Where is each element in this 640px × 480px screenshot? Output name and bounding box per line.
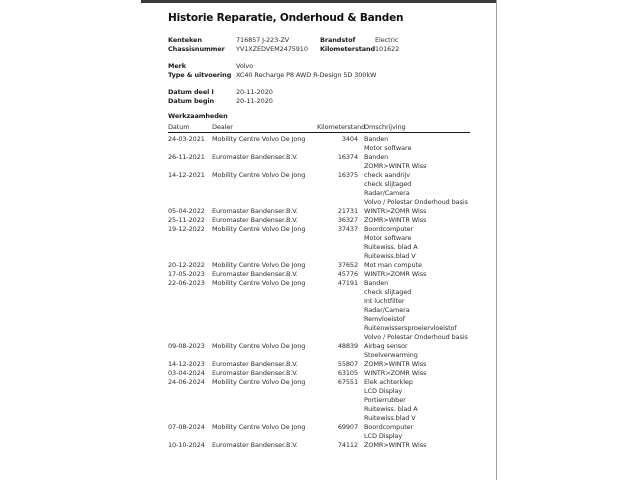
works-cell-omschrijving bbox=[358, 270, 470, 279]
works-cell-omschrijving bbox=[358, 441, 470, 450]
works-cell-dealer: Mobility Centre Volvo De Jong bbox=[212, 423, 306, 431]
works-row bbox=[168, 135, 470, 153]
works-row bbox=[168, 261, 470, 270]
works-desc-line: Mot man compute bbox=[364, 261, 422, 269]
info-label: Merk bbox=[168, 62, 187, 70]
works-table-body bbox=[168, 135, 470, 450]
works-row bbox=[168, 171, 470, 207]
page-top-edge bbox=[141, 0, 497, 3]
works-desc-line: ZOMR>WINTR Wiss bbox=[364, 216, 427, 224]
works-desc-line: Radar/Camera bbox=[364, 306, 410, 314]
works-desc-line: Boordcomputer bbox=[364, 423, 414, 431]
works-cell-kilometerstand: 74112 bbox=[337, 441, 358, 449]
info-label: Type & uitvoering bbox=[168, 71, 232, 79]
works-desc-line: Ruitewiss.blad V bbox=[364, 414, 416, 422]
works-table bbox=[168, 123, 470, 450]
works-desc-line: Banden bbox=[364, 135, 389, 143]
works-cell-dealer: Mobility Centre Volvo De Jong bbox=[212, 342, 306, 350]
works-desc-line: Elek achterklep bbox=[364, 378, 413, 386]
works-row bbox=[168, 378, 470, 423]
works-desc-line: LCD Display bbox=[364, 387, 403, 395]
works-cell-dealer: Euromaster Bandenser.B.V. bbox=[212, 369, 298, 377]
works-cell-dealer: Euromaster Bandenser.B.V. bbox=[212, 360, 298, 368]
works-desc-line: Remvloeistof bbox=[364, 315, 405, 323]
info-label: Brandstof bbox=[320, 36, 356, 44]
info-row bbox=[168, 36, 480, 45]
info-value: 716857 J-223-ZV bbox=[236, 36, 290, 44]
works-cell-omschrijving bbox=[358, 225, 470, 261]
info-row bbox=[168, 97, 480, 106]
works-cell-datum: 14-12-2021 bbox=[168, 171, 205, 179]
works-row bbox=[168, 441, 470, 450]
works-cell-kilometerstand: 69907 bbox=[337, 423, 358, 431]
works-cell-omschrijving bbox=[358, 171, 470, 207]
works-desc-line: WINTR>ZOMR Wiss bbox=[364, 270, 427, 278]
info-value: XC40 Recharge P8 AWD R-Design 5D 300kW bbox=[236, 71, 377, 79]
works-cell-datum: 26-11-2021 bbox=[168, 153, 205, 161]
works-row bbox=[168, 216, 470, 225]
report-page bbox=[168, 12, 480, 450]
works-desc-line: check slijtaged bbox=[364, 180, 412, 188]
works-desc-line: Ruitenwissersproeiervloeistof bbox=[364, 324, 457, 332]
works-cell-omschrijving bbox=[358, 360, 470, 369]
works-cell-omschrijving bbox=[358, 279, 470, 342]
info-label: Kilometerstand bbox=[320, 45, 376, 53]
works-cell-omschrijving bbox=[358, 207, 470, 216]
works-cell-kilometerstand: 67551 bbox=[337, 378, 358, 386]
works-cell-omschrijving bbox=[358, 135, 470, 153]
works-row bbox=[168, 423, 470, 441]
col-header-datum: Datum bbox=[168, 123, 190, 131]
works-cell-omschrijving bbox=[358, 216, 470, 225]
col-header-kilometerstand: Kilometerstand bbox=[317, 123, 366, 131]
info-value: Electric bbox=[375, 36, 399, 44]
works-cell-datum: 14-12-2023 bbox=[168, 360, 205, 368]
works-cell-dealer: Mobility Centre Volvo De Jong bbox=[212, 279, 306, 287]
works-cell-omschrijving bbox=[358, 378, 470, 423]
works-row bbox=[168, 369, 470, 378]
works-desc-line: Int luchtfilter bbox=[364, 297, 405, 305]
info-value: 20-11-2020 bbox=[236, 97, 273, 105]
works-cell-dealer: Mobility Centre Volvo De Jong bbox=[212, 225, 306, 233]
works-desc-line: Airbag sensor bbox=[364, 342, 408, 350]
works-cell-kilometerstand: 16375 bbox=[337, 171, 358, 179]
works-desc-line: check aandrijv bbox=[364, 171, 411, 179]
works-cell-omschrijving bbox=[358, 423, 470, 441]
vehicle-info bbox=[168, 36, 480, 106]
works-cell-kilometerstand: 36327 bbox=[337, 216, 358, 224]
works-cell-kilometerstand: 63105 bbox=[337, 369, 358, 377]
works-cell-omschrijving bbox=[358, 261, 470, 270]
info-group bbox=[168, 36, 480, 54]
works-desc-line: Motor software bbox=[364, 144, 412, 152]
works-desc-line: Stoelverwarming bbox=[364, 351, 418, 359]
info-label: Datum deel I bbox=[168, 88, 214, 96]
works-desc-line: WINTR>ZOMR Wiss bbox=[364, 207, 427, 215]
works-cell-dealer: Mobility Centre Volvo De Jong bbox=[212, 261, 306, 269]
works-row bbox=[168, 153, 470, 171]
works-cell-kilometerstand: 16374 bbox=[337, 153, 358, 161]
info-value: Volvo bbox=[236, 62, 254, 70]
works-cell-omschrijving bbox=[358, 369, 470, 378]
works-cell-omschrijving bbox=[358, 342, 470, 360]
page-title: Historie Reparatie, Onderhoud & Banden bbox=[168, 12, 404, 24]
works-row bbox=[168, 342, 470, 360]
works-cell-dealer: Mobility Centre Volvo De Jong bbox=[212, 378, 306, 386]
page-right-edge bbox=[496, 0, 497, 480]
works-cell-datum: 24-03-2021 bbox=[168, 135, 205, 143]
works-section-title: Werkzaamheden bbox=[168, 112, 228, 120]
works-cell-dealer: Euromaster Bandenser.B.V. bbox=[212, 216, 298, 224]
info-row bbox=[168, 45, 480, 54]
works-desc-line: check slijtaged bbox=[364, 288, 412, 296]
works-cell-dealer: Mobility Centre Volvo De Jong bbox=[212, 171, 306, 179]
works-cell-datum: 07-08-2024 bbox=[168, 423, 205, 431]
works-desc-line: Volvo / Polestar Onderhoud basis bbox=[364, 333, 468, 341]
works-cell-datum: 19-12-2022 bbox=[168, 225, 205, 233]
info-label: Datum begin bbox=[168, 97, 215, 105]
works-row bbox=[168, 360, 470, 369]
info-label: Kenteken bbox=[168, 36, 202, 44]
works-cell-dealer: Euromaster Bandenser.B.V. bbox=[212, 270, 298, 278]
works-desc-line: Volvo / Polestar Onderhoud basis bbox=[364, 198, 468, 206]
info-group bbox=[168, 62, 480, 80]
works-cell-kilometerstand: 47191 bbox=[337, 279, 358, 287]
works-row bbox=[168, 279, 470, 342]
works-desc-line: Boordcomputer bbox=[364, 225, 414, 233]
works-desc-line: Banden bbox=[364, 153, 389, 161]
works-cell-datum: 20-12-2022 bbox=[168, 261, 205, 269]
works-desc-line: Radar/Camera bbox=[364, 189, 410, 197]
col-header-omschrijving: Omschrijving bbox=[364, 123, 406, 131]
works-cell-datum: 09-08-2023 bbox=[168, 342, 205, 350]
works-cell-kilometerstand: 37437 bbox=[337, 225, 358, 233]
works-desc-line: LCD Display bbox=[364, 432, 403, 440]
works-cell-datum: 10-10-2024 bbox=[168, 441, 205, 449]
info-group bbox=[168, 88, 480, 106]
info-value: 20-11-2020 bbox=[236, 88, 273, 96]
works-desc-line: ZOMR>WINTR Wiss bbox=[364, 360, 427, 368]
works-cell-dealer: Euromaster Bandenser.B.V. bbox=[212, 207, 298, 215]
works-desc-line: ZOMR>WINTR Wiss bbox=[364, 162, 427, 170]
works-cell-datum: 22-06-2023 bbox=[168, 279, 205, 287]
works-cell-omschrijving bbox=[358, 153, 470, 171]
col-header-dealer: Dealer bbox=[212, 123, 233, 131]
works-cell-dealer: Euromaster Bandenser.B.V. bbox=[212, 153, 298, 161]
works-row bbox=[168, 207, 470, 216]
works-desc-line: Ruitewiss. blad A bbox=[364, 405, 418, 413]
info-row bbox=[168, 88, 480, 97]
works-row bbox=[168, 270, 470, 279]
works-cell-datum: 25-11-2022 bbox=[168, 216, 205, 224]
works-cell-datum: 05-04-2022 bbox=[168, 207, 205, 215]
works-cell-kilometerstand: 3404 bbox=[341, 135, 358, 143]
info-row bbox=[168, 71, 480, 80]
info-label: Chassisnummer bbox=[168, 45, 225, 53]
works-cell-kilometerstand: 21731 bbox=[337, 207, 358, 215]
info-value: YV1XZEDVEM2475910 bbox=[236, 45, 308, 53]
info-row bbox=[168, 62, 480, 71]
works-cell-kilometerstand: 45776 bbox=[337, 270, 358, 278]
works-cell-datum: 17-05-2023 bbox=[168, 270, 205, 278]
works-cell-datum: 03-04-2024 bbox=[168, 369, 205, 377]
works-desc-line: Motor software bbox=[364, 234, 412, 242]
works-cell-kilometerstand: 55807 bbox=[337, 360, 358, 368]
works-cell-dealer: Mobility Centre Volvo De Jong bbox=[212, 135, 306, 143]
works-cell-dealer: Euromaster Bandenser.B.V. bbox=[212, 441, 298, 449]
works-desc-line: WINTR>ZOMR Wiss bbox=[364, 369, 427, 377]
works-desc-line: ZOMR>WINTR Wiss bbox=[364, 441, 427, 449]
works-row bbox=[168, 225, 470, 261]
works-cell-kilometerstand: 48839 bbox=[337, 342, 358, 350]
works-cell-datum: 24-06-2024 bbox=[168, 378, 205, 386]
works-desc-line: Ruitewiss.blad V bbox=[364, 252, 416, 260]
works-desc-line: Ruitewiss. blad A bbox=[364, 243, 418, 251]
works-cell-kilometerstand: 37652 bbox=[337, 261, 358, 269]
info-value: 101622 bbox=[375, 45, 400, 53]
works-table-header bbox=[168, 123, 470, 133]
works-desc-line: Banden bbox=[364, 279, 389, 287]
works-desc-line: Portierrubber bbox=[364, 396, 406, 404]
